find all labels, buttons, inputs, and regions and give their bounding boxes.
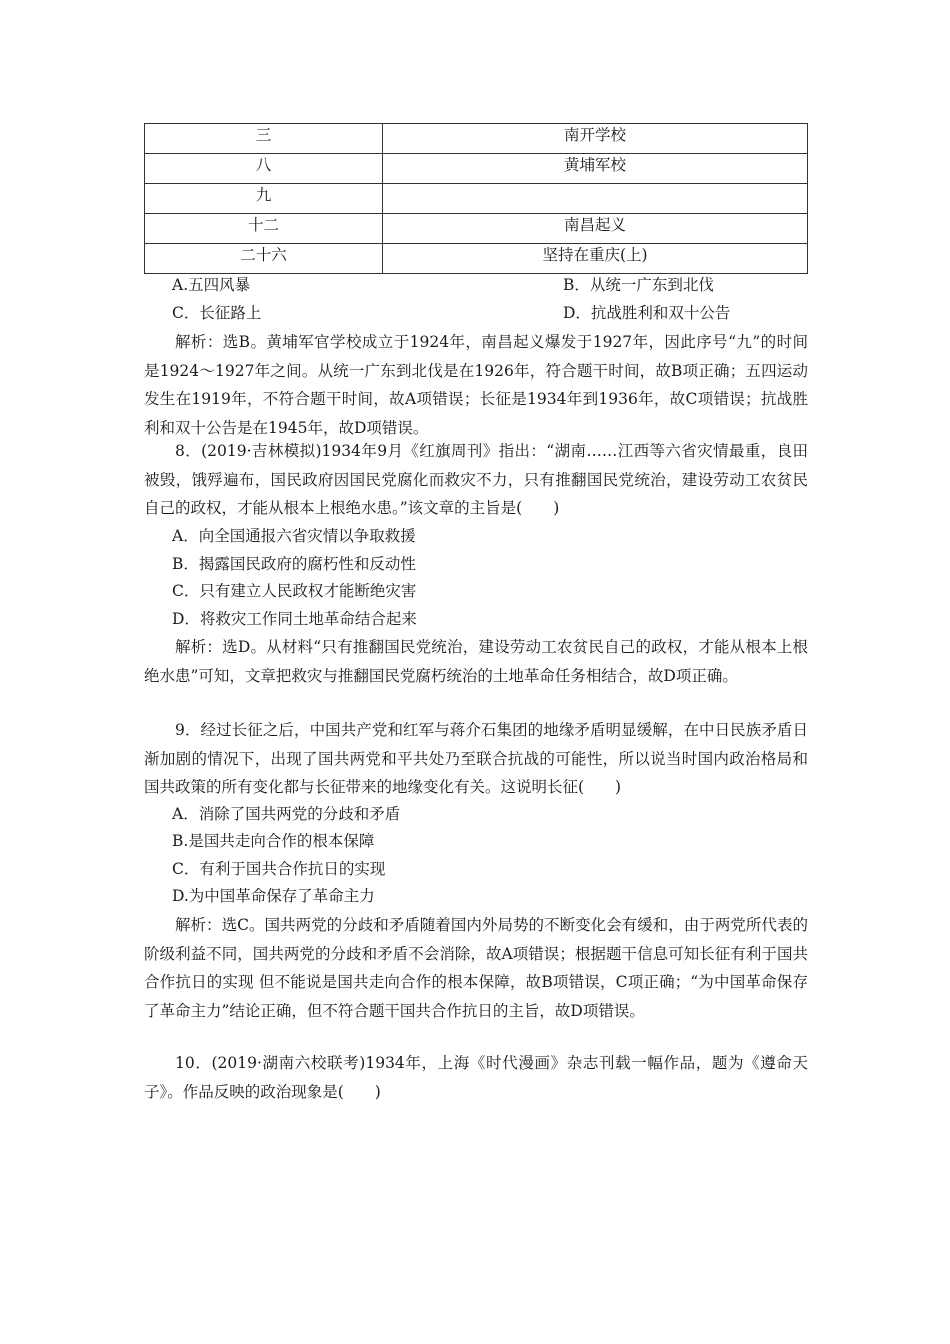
q9-option-b: B.是国共走向合作的根本保障 <box>172 832 375 850</box>
table-cell-number: 三 <box>145 124 383 154</box>
q9-option-a: A．消除了国共两党的分歧和矛盾 <box>172 805 401 823</box>
table-cell-title: 南昌起义 <box>383 214 808 244</box>
q8-option-d: D．将救灾工作同土地革命结合起来 <box>172 610 417 628</box>
q8-option-c: C．只有建立人民政权才能断绝灾害 <box>172 582 417 600</box>
q7-options-row-1 <box>172 271 812 299</box>
q10-stem: 10．(2019·湖南六校联考)1934年，上海《时代漫画》杂志刊载一幅作品，题为《遵命天子》。作品反映的政治现象是( ) <box>144 1054 808 1101</box>
sequence-table <box>144 123 808 274</box>
table-cell-number: 二十六 <box>145 244 383 274</box>
q7-option-a: A.五四风暴 <box>172 276 251 294</box>
q8-option-a: A．向全国通报六省灾情以争取救援 <box>172 527 416 545</box>
q9-stem: 9．经过长征之后，中国共产党和红军与蒋介石集团的地缘矛盾明显缓解，在中日民族矛盾日渐加剧的情况下，出现了国共两党和平共处乃至联合抗战的可能性，所以说当时国内政治格局和国共政策的所有变化都与长征带来的地缘变化有关。这说明长征( ) <box>144 721 808 796</box>
q9-option-c: C．有利于国共合作抗日的实现 <box>172 860 386 878</box>
table-row <box>145 214 808 244</box>
q7-option-d: D．抗战胜利和双十公告 <box>563 304 731 322</box>
q8-option-b: B．揭露国民政府的腐朽性和反动性 <box>172 555 416 573</box>
table-cell-number: 八 <box>145 154 383 184</box>
q8-stem: 8．(2019·吉林模拟)1934年9月《红旗周刊》指出：“湖南……江西等六省灾情最重，良田被毁，饿殍遍布，国民政府因国民党腐化而救灾不力，只有推翻国民党统治，建设劳动工农贫民自己的政权，才能从根本上根绝水患。”该文章的主旨是( ) <box>144 442 808 517</box>
q8-analysis: 解析：选D。从材料“只有推翻国民党统治，建设劳动工农贫民自己的政权，才能从根本上根绝水患”可知，文章把救灾与推翻国民党腐朽统治的土地革命任务相结合，故D项正确。 <box>144 638 808 685</box>
table-cell-number: 九 <box>145 184 383 214</box>
table-cell-title: 黄埔军校 <box>383 154 808 184</box>
q9-analysis: 解析：选C。国共两党的分歧和矛盾随着国内外局势的不断变化会有缓和，由于两党所代表的阶级利益不同，国共两党的分歧和矛盾不会消除，故A项错误；根据题干信息可知长征有利于国共合作抗日的实现 但不能说是国共走向合作的根本保障，故B项错误，C项正确；“为中国革命保存了革命主力”结论正确，但不符合题干国共合作抗日的主旨，故D项错误。 <box>144 916 808 1020</box>
table-row <box>145 184 808 214</box>
table-cell-number: 十二 <box>145 214 383 244</box>
table-row <box>145 124 808 154</box>
table-cell-title: 南开学校 <box>383 124 808 154</box>
q9-option-d: D.为中国革命保存了革命主力 <box>172 887 375 905</box>
table-cell-title <box>383 184 808 214</box>
table-cell-title: 坚持在重庆(上) <box>383 244 808 274</box>
q7-options-row-2 <box>172 299 812 327</box>
q7-option-b: B．从统一广东到北伐 <box>563 276 714 294</box>
table-row <box>145 244 808 274</box>
q7-option-c: C．长征路上 <box>172 304 262 322</box>
q7-analysis: 解析：选B。黄埔军官学校成立于1924年，南昌起义爆发于1927年，因此序号“九”的时间是1924～1927年之间。从统一广东到北伐是在1926年，符合题干时间，故B项正确；五四运动发生在1919年，不符合题干时间，故A项错误；长征是1934年到1936年，故C项错误；抗战胜利和双十公告是在1945年，故D项错误。 <box>144 333 808 437</box>
table-row <box>145 154 808 184</box>
